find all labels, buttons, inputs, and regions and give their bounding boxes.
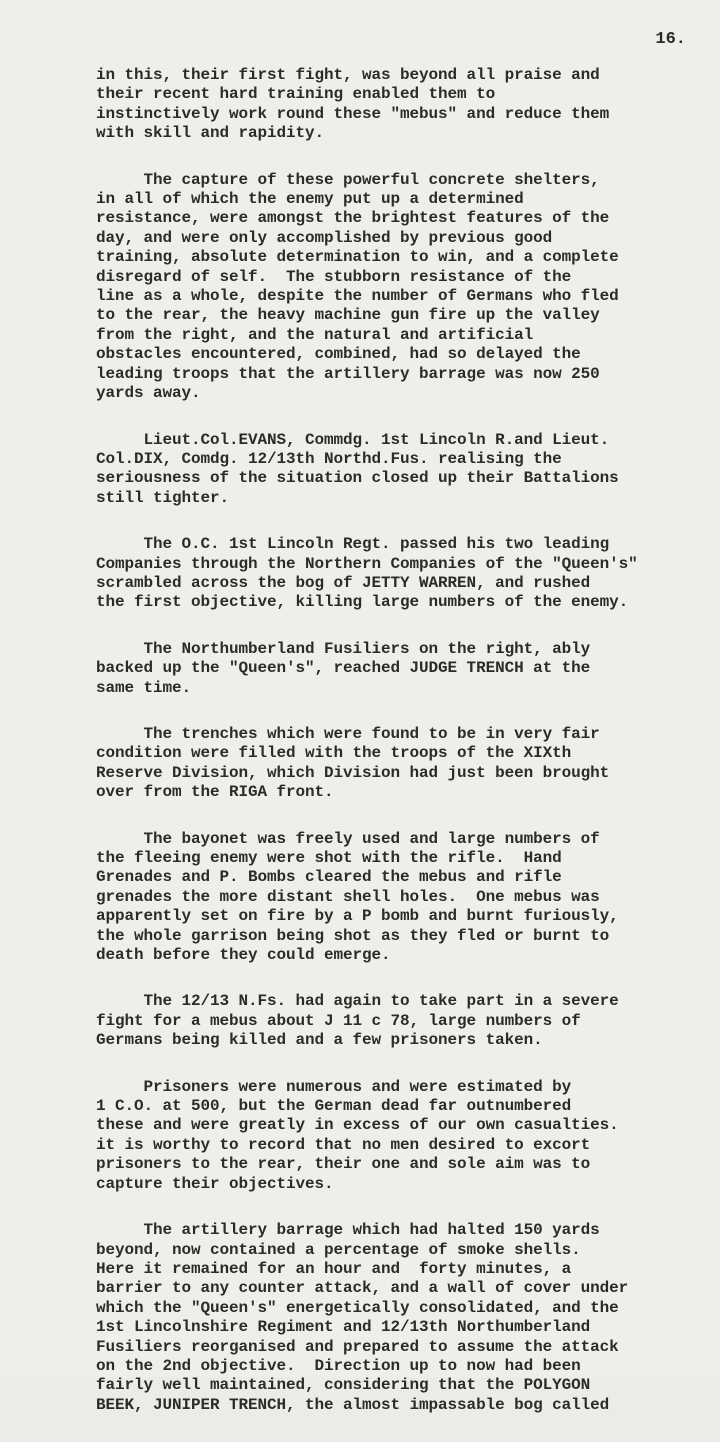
text-line: from the right, and the natural and artificial xyxy=(96,325,534,344)
text-line: seriousness of the situation closed up their Battalions xyxy=(96,469,619,488)
text-line: The trenches which were found to be in very fair xyxy=(96,724,600,743)
text-line: grenades the more distant shell holes. One mebus was xyxy=(96,887,600,906)
text-line: apparently set on fire by a P bomb and burnt furiously, xyxy=(96,907,619,926)
paragraph xyxy=(96,171,710,404)
text-line: scrambled across the bog of JETTY WARREN, and rushed xyxy=(96,573,591,592)
text-line: over from the RIGA front. xyxy=(96,783,334,802)
text-line: obstacles encountered, combined, had so delayed the xyxy=(96,345,581,364)
text-line: Grenades and P. Bombs cleared the mebus and rifle xyxy=(96,868,562,887)
text-line: disregard of self. The stubborn resistance of the xyxy=(96,267,572,286)
paragraph xyxy=(96,1078,710,1194)
text-line: The capture of these powerful concrete shelters, xyxy=(96,170,600,189)
text-line: Companies through the Northern Companies of the "Queen's" xyxy=(96,554,638,573)
text-line: resistance, were amongst the brightest features of the xyxy=(96,209,610,228)
text-line: condition were filled with the troops of the XIXth xyxy=(96,744,572,763)
text-line: instinctively work round these "mebus" and reduce them xyxy=(96,104,610,123)
paragraph xyxy=(96,535,710,613)
text-line: day, and were only accomplished by previous good xyxy=(96,228,553,247)
text-line: Fusiliers reorganised and prepared to assume the attack xyxy=(96,1337,619,1356)
paragraph xyxy=(96,830,710,966)
text-line: to the rear, the heavy machine gun fire up the valley xyxy=(96,306,600,325)
paragraph xyxy=(96,431,710,509)
text-line: fairly well maintained, considering that the POLYGON xyxy=(96,1376,591,1395)
text-line: The O.C. 1st Lincoln Regt. passed his two leading xyxy=(96,535,610,554)
text-line: 1st Lincolnshire Regiment and 12/13th Northumberland xyxy=(96,1318,591,1337)
text-line: yards away. xyxy=(96,384,201,403)
text-line: The artillery barrage which had halted 150 yards xyxy=(96,1221,600,1240)
text-line: the first objective, killing large numbers of the enemy. xyxy=(96,593,629,612)
text-line: Col.DIX, Comdg. 12/13th Northd.Fus. realising the xyxy=(96,449,562,468)
paragraph xyxy=(96,640,710,698)
text-line: it is worthy to record that no men desired to excort xyxy=(96,1135,591,1154)
text-line: with skill and rapidity. xyxy=(96,124,325,143)
text-line: in this, their first fight, was beyond all praise and xyxy=(96,66,600,84)
paragraph xyxy=(96,992,710,1050)
text-line: these and were greatly in excess of our own casualties. xyxy=(96,1116,619,1135)
text-line: their recent hard training enabled them to xyxy=(96,85,496,104)
paragraph xyxy=(96,1221,710,1415)
text-line: prisoners to the rear, their one and sole aim was to xyxy=(96,1155,591,1174)
text-line: leading troops that the artillery barrage was now 250 xyxy=(96,364,600,383)
text-line: beyond, now contained a percentage of smoke shells. xyxy=(96,1240,581,1259)
text-line: Prisoners were numerous and were estimated by xyxy=(96,1077,572,1096)
text-line: in all of which the enemy put up a determined xyxy=(96,190,524,209)
text-line: on the 2nd objective. Direction up to now had been xyxy=(96,1356,581,1375)
text-line: barrier to any counter attack, and a wall of cover under xyxy=(96,1279,629,1298)
text-line: Here it remained for an hour and forty minutes, a xyxy=(96,1259,572,1278)
page-number: 16. xyxy=(655,30,686,49)
text-line: training, absolute determination to win, and a complete xyxy=(96,248,619,267)
text-line: line as a whole, despite the number of Germans who fled xyxy=(96,287,619,306)
text-line: The 12/13 N.Fs. had again to take part in a severe xyxy=(96,992,619,1011)
paragraph xyxy=(96,725,710,803)
document-body xyxy=(96,66,710,1442)
text-line: the fleeing enemy were shot with the rifle. Hand xyxy=(96,849,562,867)
text-line: Reserve Division, which Division had just been brought xyxy=(96,763,610,782)
text-line: The bayonet was freely used and large numbers of xyxy=(96,829,600,848)
text-line: same time. xyxy=(96,678,192,697)
text-line: Germans being killed and a few prisoners taken. xyxy=(96,1031,543,1050)
paragraph xyxy=(96,66,710,144)
text-line: which the "Queen's" energetically consolidated, and the xyxy=(96,1298,619,1317)
text-line: 1 C.O. at 500, but the German dead far outnumbered xyxy=(96,1097,572,1116)
text-line: Lieut.Col.EVANS, Commdg. 1st Lincoln R.and Lieut. xyxy=(96,430,610,449)
text-line: BEEK, JUNIPER TRENCH, the almost impassable bog called xyxy=(96,1395,610,1414)
text-line: still tighter. xyxy=(96,488,230,507)
text-line: fight for a mebus about J 11 c 78, large numbers of xyxy=(96,1011,581,1030)
text-line: backed up the "Queen's", reached JUDGE TRENCH at the xyxy=(96,659,591,678)
text-line: death before they could emerge. xyxy=(96,946,391,965)
text-line: capture their objectives. xyxy=(96,1174,334,1193)
text-line: The Northumberland Fusiliers on the right, ably xyxy=(96,639,591,658)
text-line: the whole garrison being shot as they fled or burnt to xyxy=(96,926,610,945)
